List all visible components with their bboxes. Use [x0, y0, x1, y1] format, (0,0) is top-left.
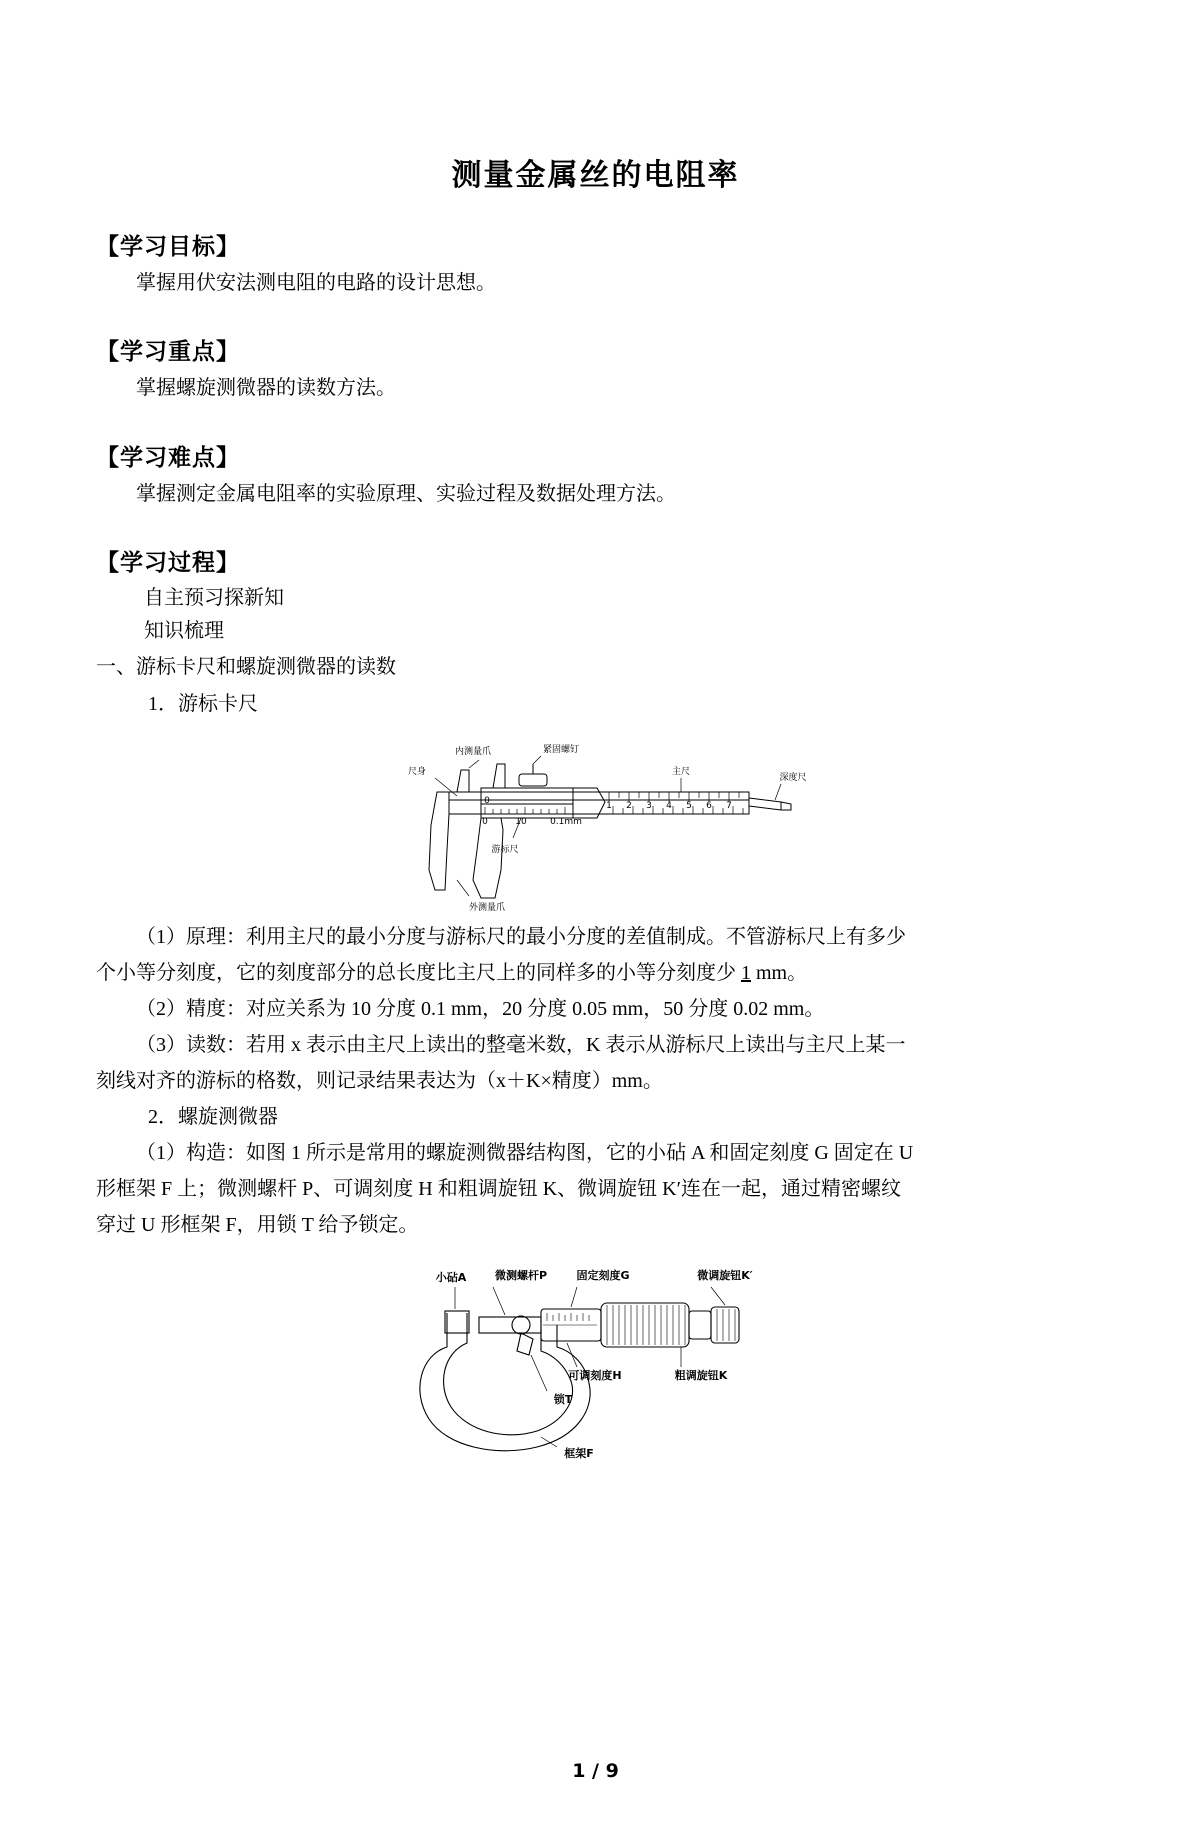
micrometer-structure-a: （1）构造：如图 1 所示是常用的螺旋测微器结构图，它的小砧 A 和固定刻度 G 固定在 U: [136, 1141, 914, 1164]
section-heading-difficulties: 【学习难点】: [96, 444, 240, 471]
figure-micrometer: [96, 1251, 1095, 1466]
main-digit-6: 6: [705, 800, 712, 811]
label-outer-jaw: 外测量爪: [468, 902, 505, 913]
label-inner-jaw: 内测量爪: [454, 746, 491, 757]
section-heading-objectives: 【学习目标】: [96, 234, 240, 260]
micrometer-structure-b: 形框架 F 上；微测螺杆 P、可调刻度 H 和粗调旋钮 K、微调旋钮 K′连在一起，通过精密螺纹: [96, 1177, 901, 1200]
vernier-principle-cont: [96, 957, 1095, 989]
item-micrometer: 2．螺旋测微器: [148, 1105, 278, 1128]
vernier-precision-label: 0.1mm: [549, 816, 582, 827]
label-lock: 锁T: [553, 1392, 572, 1406]
figure-vernier-caliper: [96, 730, 1095, 915]
vernier-principle: [96, 921, 1095, 953]
item-vernier-caliper: 1．游标卡尺: [148, 692, 258, 715]
vernier-principle-label: （1）原理：: [136, 925, 246, 948]
label-main-scale: 主尺: [671, 766, 690, 777]
label-frame: 框架F: [563, 1446, 594, 1460]
vernier-digit-0: 0: [483, 795, 490, 806]
topic-heading-1: 一、游标卡尺和螺旋测微器的读数: [96, 656, 396, 679]
vernier-digit-right: 10: [514, 816, 527, 827]
main-digit-7: 7: [725, 800, 732, 811]
label-fixed-scale: 固定刻度G: [575, 1268, 630, 1282]
vernier-caliper-drawing: [361, 730, 831, 915]
vernier-principle-text-b: 个小等分刻度，它的刻度部分的总长度比主尺上的同样多的小等分刻度少: [96, 961, 736, 984]
vernier-reading-b: 刻线对齐的游标的格数，则记录结果表达为（x＋K×精度）mm。: [96, 1069, 663, 1092]
label-fine-knob: 微调旋钮K′: [696, 1268, 753, 1282]
vernier-digit-left: 0: [481, 816, 488, 827]
process-line-knowledge: 知识梳理: [144, 620, 224, 643]
micrometer-structure-c: 穿过 U 形框架 F，用锁 T 给予锁定。: [96, 1213, 419, 1236]
section-body-objectives: 掌握用伏安法测电阻的电路的设计思想。: [136, 272, 496, 294]
page-footer: 1 / 9: [572, 1760, 619, 1782]
main-digit-1: 1: [605, 800, 612, 811]
label-spindle: 微测螺杆P: [494, 1268, 547, 1282]
micrometer-drawing: [381, 1251, 811, 1466]
section-body-keypoints: 掌握螺旋测微器的读数方法。: [136, 377, 396, 400]
main-digit-2: 2: [625, 800, 632, 811]
vernier-principle-text-a: 利用主尺的最小分度与游标尺的最小分度的差值制成。不管游标尺上有多少: [246, 925, 906, 948]
section-heading-keypoints: 【学习重点】: [96, 339, 240, 366]
label-adjustable-scale: 可调刻度H: [567, 1368, 622, 1382]
main-digit-4: 4: [665, 800, 672, 811]
vernier-principle-text-c: mm。: [756, 961, 808, 984]
document-page: [0, 150, 1191, 1834]
label-lock-screw: 紧固螺钉: [542, 744, 579, 755]
page-title: 测量金属丝的电阻率: [451, 158, 740, 193]
label-vernier-scale: 游标尺: [490, 844, 519, 855]
label-depth-rod: 深度尺: [778, 772, 807, 783]
label-body: 尺身: [407, 766, 426, 777]
process-line-preview: 自主预习探新知: [144, 587, 284, 610]
main-digit-3: 3: [645, 800, 652, 811]
label-coarse-knob: 粗调旋钮K: [674, 1368, 727, 1382]
vernier-reading-a: （3）读数：若用 x 表示由主尺上读出的整毫米数，K 表示从游标尺上读出与主尺上某一: [136, 1033, 906, 1056]
main-digit-5: 5: [685, 800, 692, 811]
section-heading-process: 【学习过程】: [96, 550, 240, 577]
vernier-precision: （2）精度：对应关系为 10 分度 0.1 mm，20 分度 0.05 mm，50 分度 0.02 mm。: [136, 997, 825, 1020]
vernier-principle-underlined: 1: [741, 961, 751, 984]
section-body-difficulties: 掌握测定金属电阻率的实验原理、实验过程及数据处理方法。: [136, 482, 676, 505]
label-anvil: 小砧A: [435, 1270, 466, 1284]
